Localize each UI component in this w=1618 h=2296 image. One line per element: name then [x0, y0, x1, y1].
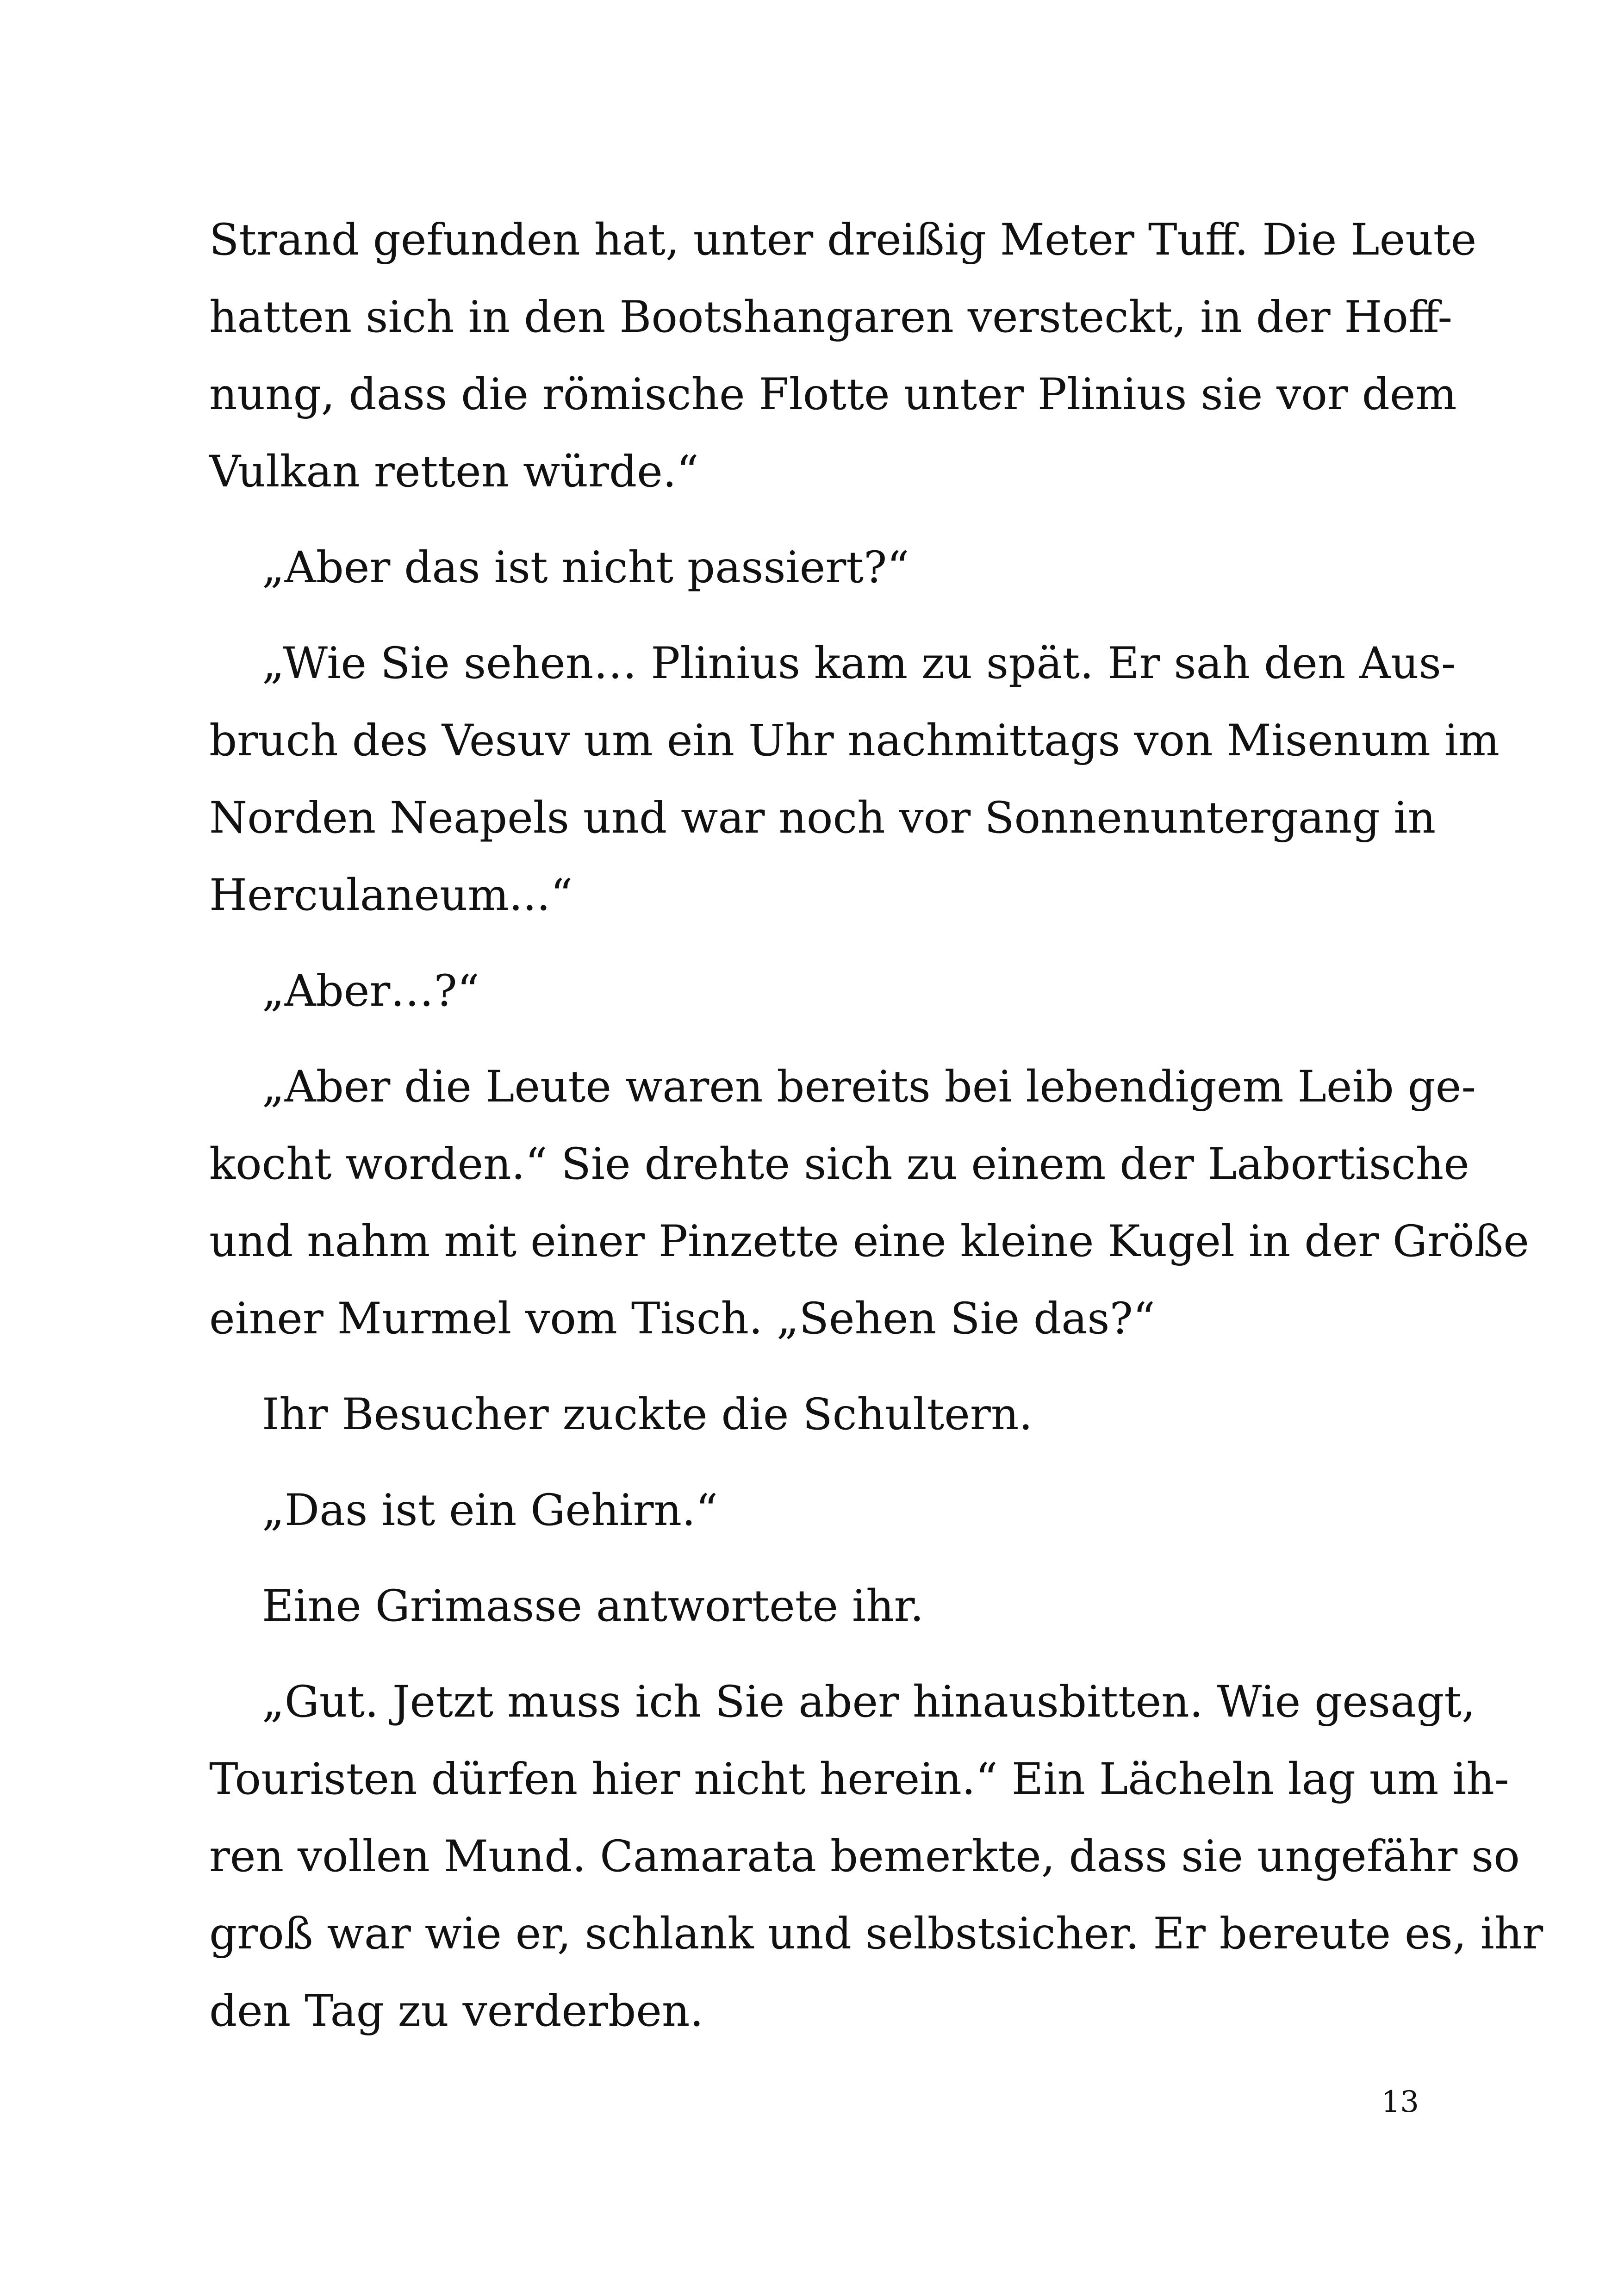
- text-line: „Aber das ist nicht passiert?“: [262, 542, 909, 593]
- paragraph: [209, 1663, 1543, 2050]
- text-line: bruch des Vesuv um ein Uhr nachmittags von Misenum im: [209, 716, 1500, 766]
- text-line: Ihr Besucher zuckte die Schultern.: [262, 1389, 1033, 1440]
- text-line: Touristen dürfen hier nicht herein.“ Ein Lächeln lag um ih-: [209, 1754, 1509, 1804]
- paragraph: [209, 625, 1500, 934]
- text-line: „Aber die Leute waren bereits bei lebendigem Leib ge-: [262, 1062, 1476, 1112]
- text-line: „Wie Sie sehen… Plinius kam zu spät. Er sah den Aus-: [262, 638, 1456, 689]
- text-line: Vulkan retten würde.“: [209, 447, 699, 497]
- text-line: „Das ist ein Gehirn.“: [262, 1485, 718, 1536]
- paragraph: [209, 1376, 1419, 1453]
- paragraph: [209, 1048, 1529, 1357]
- text-line: groß war wie er, schlank und selbstsicher. Er bereute es, ihr: [209, 1909, 1543, 1959]
- paragraph: [209, 201, 1477, 510]
- text-line: den Tag zu verderben.: [209, 1986, 704, 2036]
- text-line: hatten sich in den Bootshangaren versteckt, in der Hoff-: [209, 292, 1453, 342]
- text-line: Strand gefunden hat, unter dreißig Meter Tuff. Die Leute: [209, 215, 1477, 265]
- page-number: 13: [1381, 2085, 1419, 2119]
- text-line: ren vollen Mund. Camarata bemerkte, dass sie ungefähr so: [209, 1831, 1520, 1882]
- paragraph: [209, 1568, 1419, 1645]
- text-line: und nahm mit einer Pinzette eine kleine Kugel in der Größe: [209, 1216, 1529, 1267]
- text-line: „Gut. Jetzt muss ich Sie aber hinausbitten. Wie gesagt,: [262, 1677, 1476, 1727]
- paragraph: [209, 1472, 1419, 1549]
- paragraph: [209, 529, 1419, 606]
- text-line: Eine Grimasse antwortete ihr.: [262, 1581, 924, 1631]
- text-line: kocht worden.“ Sie drehte sich zu einem der Labortische: [209, 1139, 1469, 1189]
- text-line: nung, dass die römische Flotte unter Plinius sie vor dem: [209, 369, 1457, 420]
- text-line: Herculaneum...“: [209, 870, 573, 921]
- text-line: Norden Neapels und war noch vor Sonnenuntergang in: [209, 793, 1436, 843]
- text-line: einer Murmel vom Tisch. „Sehen Sie das?“: [209, 1294, 1155, 1344]
- paragraph: [209, 952, 1419, 1030]
- body-text: [209, 201, 1543, 2050]
- text-line: „Aber…?“: [262, 966, 479, 1016]
